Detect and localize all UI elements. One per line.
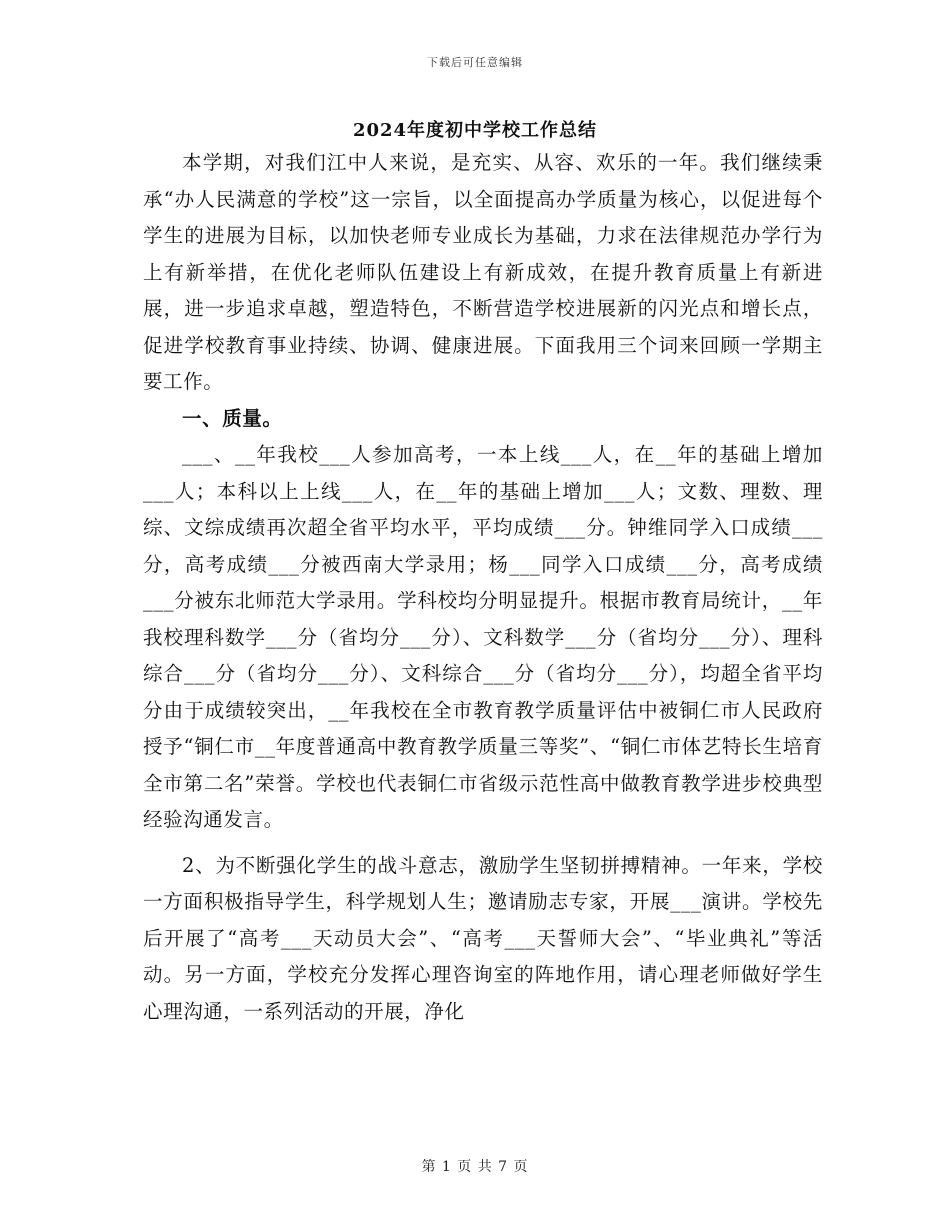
header-note: 下载后可任意编辑 <box>427 56 523 69</box>
document-title: 2024年度初中学校工作总结 <box>352 120 598 141</box>
page-number: 第 1 页 共 7 页 <box>421 1159 529 1175</box>
paragraph-quality-results: ___、__年我校___人参加高考，一本上线___人，在__年的基础上增加___人；本科以上上线___人，在__年的基础上增加___人；文数、理数、理综、文综成绩再次超全省平均水平，平均成绩___分。钟维同学入口成绩___分，高考成绩___分被西南大学录用；杨___同学入口成绩___分，高考成绩___分被东北师范大学录用。学科校均分明显提升。根据市教育局统计，__年我校理科数学___分（省均分___分）、文科数学___分（省均分___分）、理科综合___分（省均分___分）、文科综合___分（省均分___分），均超全省平均分由于成绩较突出，__年我校在全市教育教学质量评估中被铜仁市人民政府授予“铜仁市__年度普通高中教育教学质量三等奖”、“铜仁市体艺特长生培育全市第二名”荣誉。学校也代表铜仁市省级示范性高中做教育教学进步校典型经验沟通发言。 <box>143 443 824 831</box>
section-heading-quality: 一、质量。 <box>182 406 283 430</box>
paragraph-intro: 本学期，对我们江中人来说，是充实、从容、欢乐的一年。我们继续秉承“办人民满意的学校”这一宗旨，以全面提高办学质量为核心，以促进每个学生的进展为目标，以加快老师专业成长为基础，力求在法律规范办学行为上有新举措，在优化老师队伍建设上有新成效，在提升教育质量上有新进展，进一步追求卓越，塑造特色，不断营造学校进展新的闪光点和增长点，促进学校教育事业持续、协调、健康进展。下面我用三个词来回顾一学期主要工作。 <box>143 151 823 393</box>
document-body <box>143 145 823 1030</box>
paragraph-student-motivation: 2、为不断强化学生的战斗意志，激励学生坚韧拼搏精神。一年来，学校一方面积极指导学生，科学规划人生；邀请励志专家，开展___演讲。学校先后开展了“高考___天动员大会”、“高考___天誓师大会”、“毕业典礼”等活动。另一方面，学校充分发挥心理咨询室的阵地作用，请心理老师做好学生心理沟通，一系列活动的开展，净化 <box>143 853 823 1023</box>
